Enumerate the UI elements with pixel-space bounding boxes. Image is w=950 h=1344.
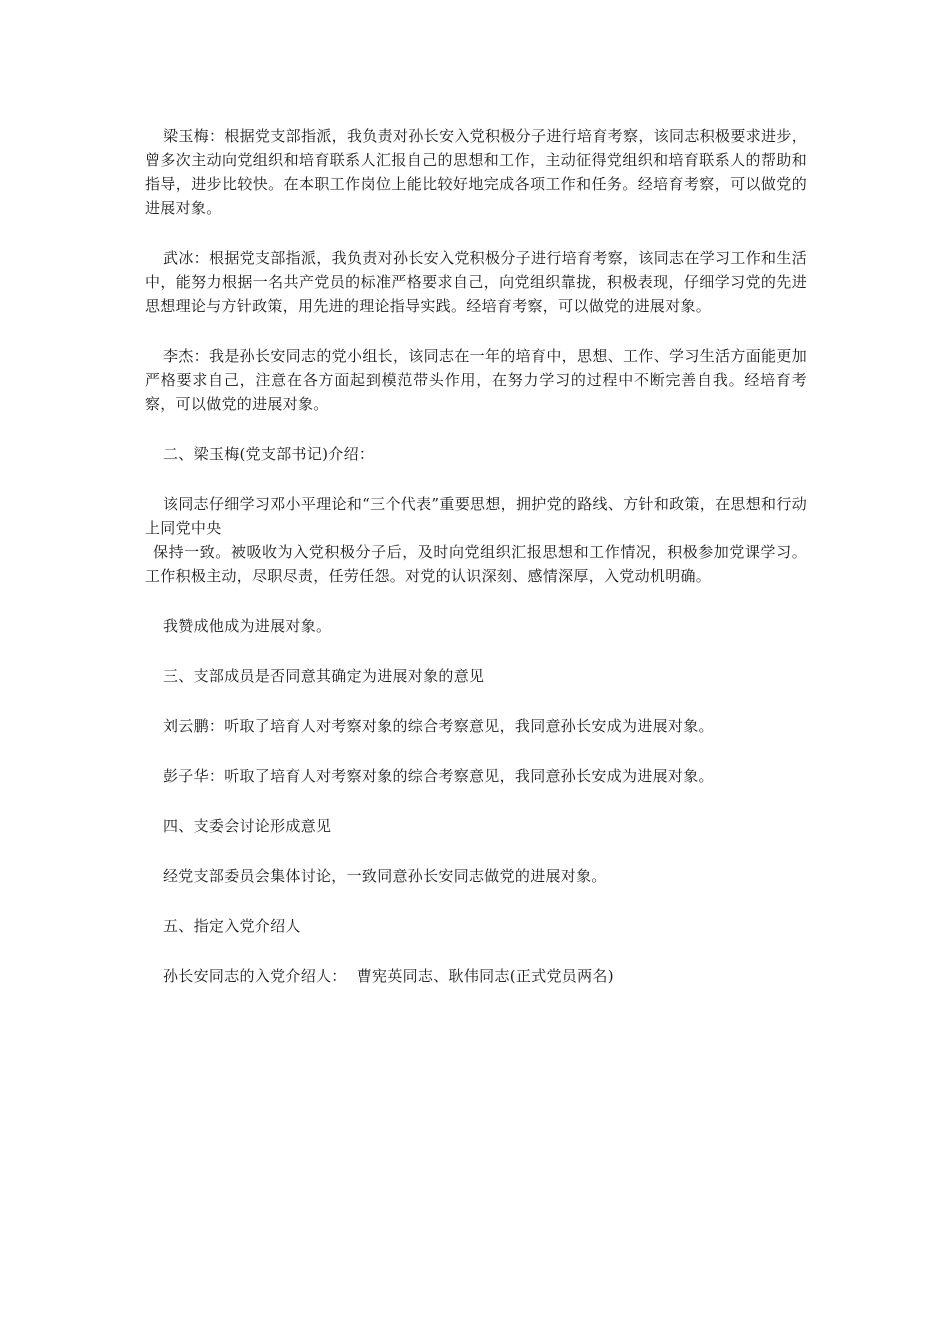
paragraph-approval: 我赞成他成为进展对象。 bbox=[163, 617, 332, 635]
document-body bbox=[145, 124, 807, 1014]
paragraph-secretary-intro-part2: 保持一致。被吸收为入党积极分子后，及时向党组织汇报思想和工作情况，积极参加党课学习。工作积极主动，尽职尽责，任劳任怨。对党的认识深刻、感情深厚，入党动机明确。 bbox=[145, 543, 807, 585]
paragraph-liu-yunpeng-opinion: 刘云鹏：听取了培育人对考察对象的综合考察意见，我同意孙长安成为进展对象。 bbox=[163, 717, 714, 735]
paragraph-liang-yumei-opinion: 梁玉梅：根据党支部指派，我负责对孙长安入党积极分子进行培育考察，该同志积极要求进步，曾多次主动向党组织和培育联系人汇报自己的思想和工作，主动征得党组织和培育联系人的帮助和指导，进步比较快。在本职工作岗位上能比较好地完成各项工作和任务。经培育考察，可以做党的进展对象。 bbox=[145, 127, 807, 217]
section-heading-3: 三、支部成员是否同意其确定为进展对象的意见 bbox=[163, 667, 485, 685]
section-heading-5: 五、指定入党介绍人 bbox=[163, 917, 301, 935]
paragraph-wu-bing-opinion: 武冰：根据党支部指派，我负责对孙长安入党积极分子进行培育考察，该同志在学习工作和生活中，能努力根据一名共产党员的标准严格要求自己，向党组织靠拢，积极表现，仔细学习党的先进思想理论与方针政策，用先进的理论指导实践。经培育考察，可以做党的进展对象。 bbox=[145, 249, 807, 315]
paragraph-secretary-intro bbox=[145, 492, 807, 588]
paragraph-li-jie-opinion: 李杰：我是孙长安同志的党小组长，该同志在一年的培育中，思想、工作、学习生活方面能更加严格要求自己，注意在各方面起到模范带头作用，在努力学习的过程中不断完善自我。经培育考察，可以做党的进展对象。 bbox=[145, 347, 807, 413]
paragraph-committee-decision: 经党支部委员会集体讨论，一致同意孙长安同志做党的进展对象。 bbox=[163, 867, 607, 885]
paragraph-introducers: 孙长安同志的入党介绍人： 曹宪英同志、耿伟同志(正式党员两名) bbox=[163, 967, 614, 985]
paragraph-peng-zihua-opinion: 彭子华：听取了培育人对考察对象的综合考察意见，我同意孙长安成为进展对象。 bbox=[163, 767, 714, 785]
section-heading-4: 四、支委会讨论形成意见 bbox=[163, 817, 332, 835]
section-heading-2: 二、梁玉梅(党支部书记)介绍： bbox=[163, 445, 375, 463]
paragraph-secretary-intro-part1: 该同志仔细学习邓小平理论和“三个代表”重要思想，拥护党的路线、方针和政策，在思想和行动上同党中央 bbox=[145, 495, 807, 537]
